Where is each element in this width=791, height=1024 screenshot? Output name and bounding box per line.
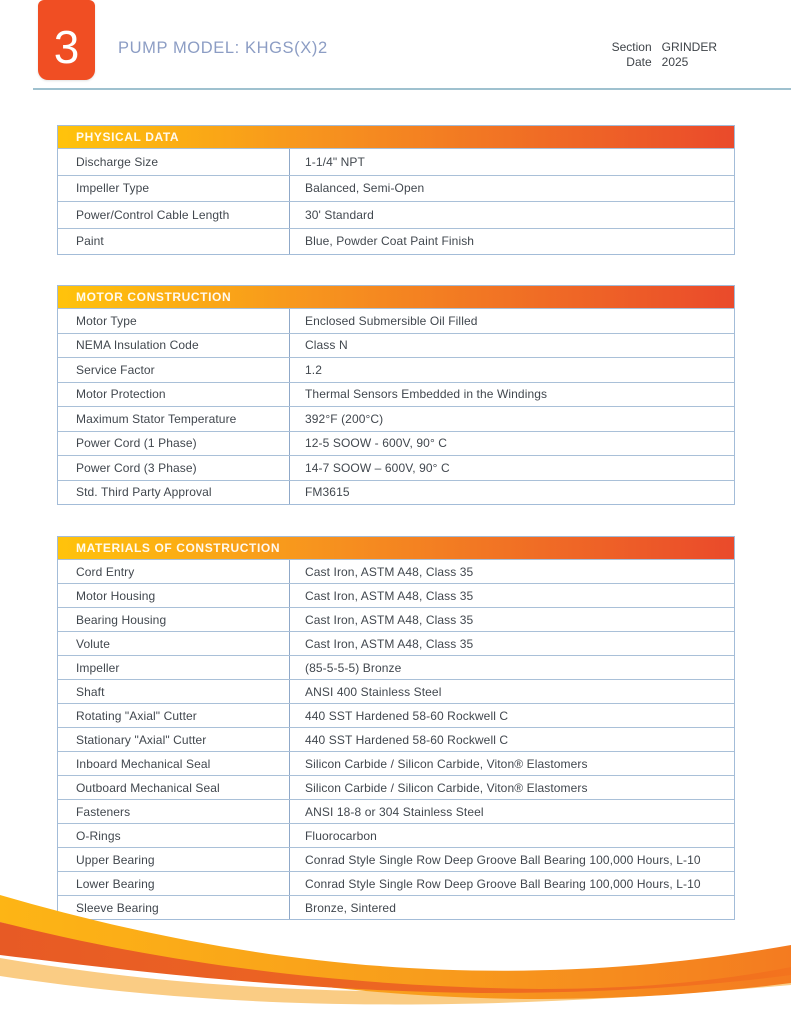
spec-label: Sleeve Bearing [58, 896, 290, 919]
spec-label: NEMA Insulation Code [58, 334, 290, 358]
bottom-swoosh-decoration [0, 885, 791, 1024]
spec-label: Shaft [58, 680, 290, 703]
spec-label: Impeller Type [58, 176, 290, 202]
table-row [58, 333, 734, 358]
spec-label: Outboard Mechanical Seal [58, 776, 290, 799]
table-row [58, 175, 734, 202]
table-row [58, 655, 734, 679]
spec-value: Conrad Style Single Row Deep Groove Ball Bearing 100,000 Hours, L-10 [305, 876, 701, 891]
spec-label: Power/Control Cable Length [58, 202, 290, 228]
spec-label: Bearing Housing [58, 608, 290, 631]
spec-label: Cord Entry [58, 560, 290, 583]
table-row [58, 775, 734, 799]
table-row [58, 480, 734, 505]
spec-value: ANSI 400 Stainless Steel [305, 684, 442, 699]
spec-label: Upper Bearing [58, 848, 290, 871]
spec-label: Discharge Size [58, 149, 290, 175]
spec-label: O-Rings [58, 824, 290, 847]
table-row [58, 308, 734, 333]
table-row [58, 201, 734, 228]
spec-value: ANSI 18-8 or 304 Stainless Steel [305, 804, 484, 819]
spec-value: Silicon Carbide / Silicon Carbide, Viton® Elastomers [305, 756, 588, 771]
table-title: PHYSICAL DATA [58, 126, 734, 148]
table-row [58, 679, 734, 703]
table-row [58, 799, 734, 823]
table-row [58, 228, 734, 255]
spec-label: Motor Protection [58, 383, 290, 407]
table-title: MOTOR CONSTRUCTION [58, 286, 734, 308]
date-label: Date [626, 55, 652, 69]
section-number: 3 [53, 21, 80, 73]
spec-value: Enclosed Submersible Oil Filled [305, 313, 478, 328]
spec-value: Conrad Style Single Row Deep Groove Ball Bearing 100,000 Hours, L-10 [305, 852, 701, 867]
spec-label: Stationary "Axial" Cutter [58, 728, 290, 751]
date-value: 2025 [661, 55, 689, 69]
spec-value: Blue, Powder Coat Paint Finish [305, 234, 475, 249]
table-row [58, 455, 734, 480]
table-motor-construction [57, 285, 735, 505]
spec-value: 392°F (200°C) [305, 411, 384, 426]
spec-value: 1.2 [305, 362, 322, 377]
spec-value: Fluorocarbon [305, 828, 377, 843]
spec-label: Volute [58, 632, 290, 655]
table-row [58, 148, 734, 175]
spec-value: 440 SST Hardened 58-60 Rockwell C [305, 732, 509, 747]
table-row [58, 847, 734, 871]
table-row [58, 631, 734, 655]
section-value: GRINDER [661, 40, 717, 54]
spec-value: Class N [305, 338, 348, 353]
table-row [58, 406, 734, 431]
spec-label: Power Cord (3 Phase) [58, 456, 290, 480]
table-row [58, 583, 734, 607]
spec-value: Silicon Carbide / Silicon Carbide, Viton® Elastomers [305, 780, 588, 795]
spec-value: FM3615 [305, 485, 350, 500]
section-number-badge [38, 0, 95, 80]
header-meta [612, 40, 717, 69]
table-title: MATERIALS OF CONSTRUCTION [58, 537, 734, 559]
spec-label: Power Cord (1 Phase) [58, 432, 290, 456]
spec-label: Maximum Stator Temperature [58, 407, 290, 431]
spec-label: Motor Type [58, 309, 290, 333]
section-label: Section [611, 40, 652, 54]
spec-label: Std. Third Party Approval [58, 481, 290, 505]
table-row [58, 382, 734, 407]
spec-value: 440 SST Hardened 58-60 Rockwell C [305, 708, 509, 723]
table-physical-data [57, 125, 735, 255]
spec-value: (85-5-5-5) Bronze [305, 660, 402, 675]
table-materials-of-construction [57, 536, 735, 920]
table-row [58, 431, 734, 456]
spec-label: Inboard Mechanical Seal [58, 752, 290, 775]
table-row [58, 727, 734, 751]
table-row [58, 751, 734, 775]
spec-value: 12-5 SOOW - 600V, 90° C [305, 436, 448, 451]
spec-value: Cast Iron, ASTM A48, Class 35 [305, 636, 474, 651]
table-row [58, 559, 734, 583]
spec-value: 14-7 SOOW – 600V, 90° C [305, 460, 450, 475]
spec-value: Cast Iron, ASTM A48, Class 35 [305, 588, 474, 603]
spec-label: Rotating "Axial" Cutter [58, 704, 290, 727]
spec-value: 1-1/4" NPT [305, 154, 365, 169]
table-row [58, 607, 734, 631]
spec-value: Thermal Sensors Embedded in the Windings [305, 387, 548, 402]
spec-value: Cast Iron, ASTM A48, Class 35 [305, 564, 474, 579]
spec-label: Lower Bearing [58, 872, 290, 895]
spec-value: Cast Iron, ASTM A48, Class 35 [305, 612, 474, 627]
spec-label: Motor Housing [58, 584, 290, 607]
table-row [58, 703, 734, 727]
spec-label: Impeller [58, 656, 290, 679]
header-divider-line [33, 88, 791, 90]
spec-label: Service Factor [58, 358, 290, 382]
spec-value: 30' Standard [305, 207, 374, 222]
spec-label: Fasteners [58, 800, 290, 823]
spec-label: Paint [58, 229, 290, 255]
spec-value: Bronze, Sintered [305, 900, 396, 915]
table-row [58, 823, 734, 847]
table-row [58, 357, 734, 382]
page-title: PUMP MODEL: KHGS(X)2 [118, 39, 328, 57]
spec-value: Balanced, Semi-Open [305, 181, 425, 196]
